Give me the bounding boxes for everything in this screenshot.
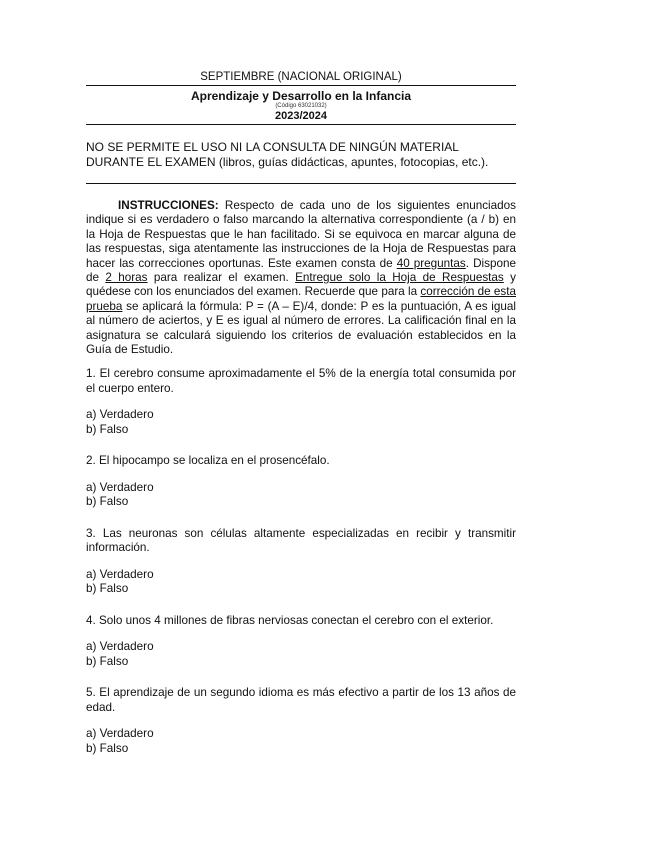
instructions-text-5: se aplicará la fórmula: P = (A – E)/4, donde: P es la puntuación, A es igual al número de aciertos, y E es igual al número de errores. La calificación final en la asignatura se calculará siguiendo los criterios de evaluación establecidos en la Guía de Estudio. [86,299,516,357]
num-questions: 40 preguntas [396,256,466,270]
correction-note: corrección de esta prueba [86,285,516,313]
question-item [86,686,516,756]
option-false: b) Falso [86,495,129,508]
exam-duration: 2 horas [105,271,148,285]
option-false: b) Falso [86,422,129,436]
instructions-text-1: Respecto de cada uno de los siguientes enunciados indique si es verdadero o falso marcando la alternativa correspondiente (a / b) en la Hoja de Respuestas que le han facilitado. Si se equivoca en marcar alguna de las respuestas, siga atentamente las instrucciones de la Hoja de Respuestas para hacer las correcciones oportunas. Este examen consta de [86,199,516,270]
subject-title: Aprendizaje y Desarrollo en la Infancia [190,89,412,103]
option-true: a) Verdadero [86,408,154,421]
question-text: 5. El aprendizaje de un segundo idioma es más efectivo a partir de los 13 años de edad. [86,686,516,714]
instructions-heading: INSTRUCCIONES: [118,199,219,212]
question-text: 4. Solo unos 4 millones de fibras nerviosas conectan el cerebro con el exterior. [86,613,494,627]
question-item [86,454,516,510]
question-text: 1. El cerebro consume aproximadamente el 5% de la energía total consumida por el cuerpo entero. [86,367,516,395]
option-false: b) Falso [86,741,129,755]
question-list [86,367,516,773]
instructions-text-2: . Dispone de [86,256,516,285]
notice-line-1: NO SE PERMITE EL USO NI LA CONSULTA DE NINGÚN MATERIAL [86,140,459,154]
question-item [86,527,516,597]
instructions-text-4: y quédese con los enunciados del examen. Recuerde que para la [86,271,516,299]
question-item [86,367,516,437]
instructions-text-3: para realizar el examen. [147,271,296,285]
question-text: 2. El hipocampo se localiza en el prosencéfalo. [86,454,330,467]
option-false: b) Falso [86,654,129,668]
materials-notice [86,140,516,170]
exam-header [86,70,516,125]
subject-code: (Código 63021032) [275,103,327,109]
option-true: a) Verdadero [86,640,154,653]
option-true: a) Verdadero [86,727,154,740]
deliver-answer-sheet: Entregue solo la Hoja de Respuestas [295,271,504,285]
option-true: a) Verdadero [86,567,154,581]
instructions-paragraph [86,199,516,357]
academic-year: 2023/2024 [86,110,516,125]
question-item [86,614,516,670]
notice-line-2: DURANTE EL EXAMEN (libros, guías didácticas, apuntes, fotocopias, etc.). [86,155,489,169]
exam-session: SEPTIEMBRE (NACIONAL ORIGINAL) [86,70,516,86]
question-text: 3. Las neuronas son células altamente especializadas en recibir y transmitir información. [86,526,516,554]
option-true: a) Verdadero [86,480,154,494]
section-divider [86,183,516,184]
option-false: b) Falso [86,582,129,595]
